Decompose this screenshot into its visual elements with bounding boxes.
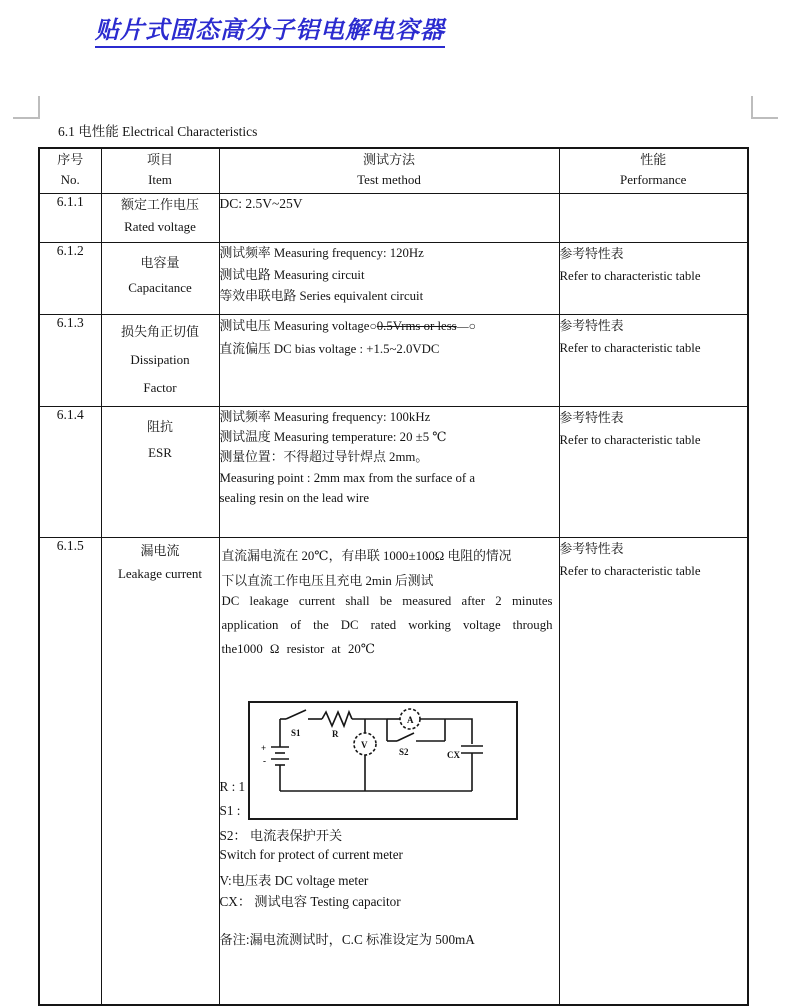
- method-line: 测试电路 Measuring circuit: [219, 267, 365, 282]
- row-method: [219, 194, 559, 243]
- header-item: [101, 148, 219, 194]
- section-heading: 6.1 电性能 Electrical Characteristics: [58, 124, 258, 139]
- row-item: [101, 538, 219, 1006]
- header-performance: [559, 148, 748, 194]
- method-line: application of the DC rated working voltage through: [221, 618, 553, 632]
- method-line: 等效串联电路 Series equivalent circuit: [219, 289, 424, 303]
- legend-s2-en: Switch for protect of current meter: [219, 847, 403, 862]
- item-en: Leakage current: [117, 566, 203, 581]
- row-item: [101, 194, 219, 243]
- row-esr: [39, 407, 748, 538]
- leakage-method-content: [220, 538, 559, 1004]
- header-item-zh: 项目: [146, 152, 173, 167]
- revision-mark-close: —○: [456, 319, 476, 333]
- method-line: 测试频率 Measuring frequency: 100kHz: [219, 410, 431, 424]
- method-line: DC: 2.5V~25V: [219, 196, 303, 211]
- switch-s2-label: S2: [398, 747, 409, 757]
- row-performance: [559, 538, 748, 1006]
- circuit-svg: [250, 703, 516, 818]
- row-no: [39, 194, 101, 243]
- header-performance-en: Performance: [620, 172, 687, 187]
- legend-s2: S2： 电流表保护开关: [219, 828, 343, 843]
- switch-s2-symbol: [397, 733, 414, 741]
- note-leakage-test: 备注:漏电流测试时，C.C 标准设定为 500mA: [219, 932, 475, 947]
- battery-plus-label: +: [260, 743, 266, 753]
- method-line: Measuring point : 2mm max from the surface of a: [219, 470, 476, 485]
- item-en: Capacitance: [128, 280, 192, 295]
- row-method: [219, 407, 559, 538]
- header-item-en: Item: [148, 172, 172, 187]
- row-no: [39, 315, 101, 407]
- revision-mark-open: ○: [369, 319, 377, 333]
- page-title: 贴片式固态高分子铝电解电容器: [95, 10, 445, 48]
- row-no-text: 6.1.4: [56, 407, 84, 422]
- row-no-text: 6.1.2: [56, 243, 84, 258]
- perf-zh: 参考特性表: [559, 411, 624, 425]
- item-en: Dissipation: [130, 352, 190, 367]
- header-performance-zh: 性能: [640, 152, 667, 167]
- deleted-text: 0.5Vrms or less: [376, 319, 457, 333]
- battery-minus-label: -: [262, 756, 266, 766]
- header-method: [219, 148, 559, 194]
- row-no-text: 6.1.5: [56, 538, 84, 553]
- text-boundary-corner-left: [13, 96, 40, 119]
- row-item: [101, 315, 219, 407]
- row-method: [219, 538, 559, 1006]
- ammeter-label: A: [406, 715, 413, 725]
- item-en: Factor: [143, 380, 177, 395]
- row-method: [219, 315, 559, 407]
- capacitor-label: CX: [446, 750, 460, 760]
- header-no: [39, 148, 101, 194]
- item-zh: 电容量: [140, 255, 180, 270]
- method-line-revision: [220, 315, 559, 338]
- row-capacitance: [39, 243, 748, 315]
- row-rated-voltage: [39, 194, 748, 243]
- method-line: the1000 Ω resistor at 20℃: [221, 642, 376, 656]
- switch-s1-label: S1: [290, 728, 301, 738]
- perf-zh: 参考特性表: [559, 319, 624, 333]
- legend-v: V:电压表 DC voltage meter: [219, 873, 369, 888]
- resistor-symbol: [322, 712, 352, 726]
- header-method-zh: 测试方法: [362, 152, 415, 167]
- switch-s1-symbol: [286, 710, 306, 719]
- legend-s1: S1 :: [219, 803, 241, 818]
- perf-zh: 参考特性表: [559, 542, 624, 556]
- row-performance: [559, 243, 748, 315]
- legend-cx: CX： 测试电容 Testing capacitor: [219, 894, 401, 909]
- row-method: [219, 243, 559, 315]
- row-performance: [559, 407, 748, 538]
- legend-r: R : 1: [219, 779, 246, 794]
- row-no-text: 6.1.3: [56, 315, 84, 330]
- perf-en: Refer to characteristic table: [559, 433, 701, 447]
- header-method-en: Test method: [357, 172, 421, 187]
- perf-en: Refer to characteristic table: [559, 341, 701, 355]
- item-zh: 漏电流: [140, 543, 180, 558]
- method-line: sealing resin on the lead wire: [219, 490, 370, 505]
- text-boundary-corner-right: [751, 96, 778, 119]
- item-en: ESR: [148, 445, 172, 460]
- perf-zh: 参考特性表: [559, 247, 624, 261]
- method-line: 测试温度 Measuring temperature: 20 ±5 ℃: [219, 430, 447, 445]
- row-item: [101, 243, 219, 315]
- header-no-zh: 序号: [57, 152, 84, 167]
- row-performance-empty: [559, 194, 748, 243]
- header-no-en: No.: [60, 172, 80, 187]
- row-dissipation-factor: [39, 315, 748, 407]
- row-no: [39, 243, 101, 315]
- method-line: 直流漏电流在 20℃，有串联 1000±100Ω 电阻的情况: [221, 549, 512, 563]
- voltmeter-label: V: [360, 740, 367, 750]
- spec-table: [38, 147, 749, 1006]
- method-text: 测试电压 Measuring voltage: [219, 319, 370, 333]
- row-performance: [559, 315, 748, 407]
- method-line: 测试频率 Measuring frequency: 120Hz: [219, 246, 424, 260]
- method-line: 测量位置：不得超过导针焊点 2mm。: [219, 450, 429, 465]
- perf-en: Refer to characteristic table: [559, 269, 701, 283]
- row-no-text: 6.1.1: [56, 194, 84, 209]
- resistor-label: R: [331, 729, 338, 739]
- row-item: [101, 407, 219, 538]
- row-no: [39, 538, 101, 1006]
- item-zh: 额定工作电压: [120, 197, 199, 212]
- row-no: [39, 407, 101, 538]
- item-en: Rated voltage: [124, 219, 196, 234]
- leakage-test-circuit-diagram: [248, 701, 518, 820]
- method-line: DC leakage current shall be measured after 2 minutes: [221, 594, 553, 608]
- perf-en: Refer to characteristic table: [559, 564, 701, 578]
- method-line: 直流偏压 DC bias voltage : +1.5~2.0VDC: [219, 342, 440, 356]
- item-zh: 损失角正切值: [120, 324, 199, 339]
- table-header-row: [39, 148, 748, 194]
- method-line: 下以直流工作电压且充电 2min 后测试: [221, 574, 434, 588]
- row-leakage-current: [39, 538, 748, 1006]
- item-zh: 阻抗: [146, 419, 173, 434]
